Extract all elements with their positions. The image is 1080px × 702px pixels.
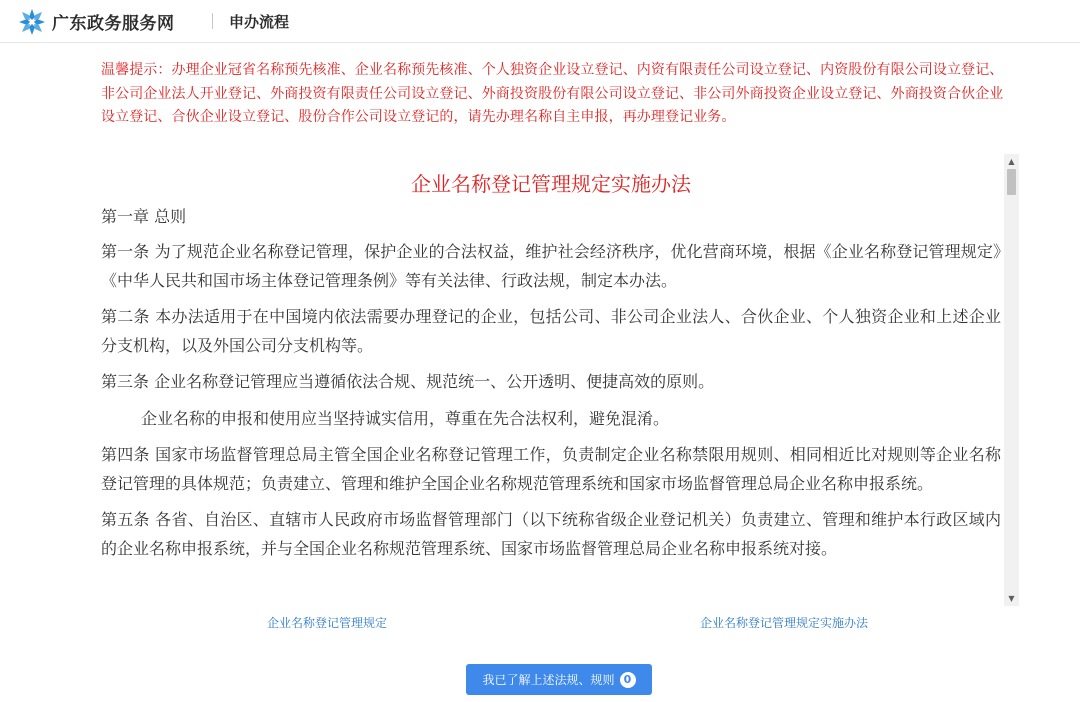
gd-gov-logo-icon[interactable] [18,8,46,36]
warm-notice: 温馨提示：办理企业冠省名称预先核准、企业名称预先核准、个人独资企业设立登记、内资有限责任公司设立登记、内资股份有限公司设立登记、非公司企业法人开业登记、外商投资有限责任公司设立登记、外商投资股份有限公司设立登记、非公司外商投资企业设立登记、外商投资合伙企业设立登记、合伙企业设立登记、股份合作公司设立登记的，请先办理名称自主申报，再办理登记业务。 [101,62,1004,125]
regulation-content [101,154,1001,563]
link-name-registration-regulation[interactable]: 企业名称登记管理规定 [267,616,388,630]
triangle-up-icon[interactable]: ▲ [1008,157,1015,166]
article-4: 第四条 国家市场监督管理总局主管全国企业名称登记管理工作，负责制定企业名称禁限用规则、相同相近比对规则等企业名称登记管理的具体规范；负责建立、管理和维护全国企业名称规范管理系统和国家市场监督管理总局企业名称申报系统。 [101,445,1001,493]
header-divider [212,13,213,29]
top-header [0,0,1080,43]
article-2: 第二条 本办法适用于在中国境内依法需要办理登记的企业，包括公司、非公司企业法人、合伙企业、个人独资企业和上述企业分支机构，以及外国公司分支机构等。 [101,307,1001,355]
regulation-title: 企业名称登记管理规定实施办法 [411,172,691,196]
acknowledge-button-label: 我已了解上述法规、规则 [482,673,615,687]
site-name[interactable]: 广东政务服务网 [52,14,175,34]
link-name-registration-implementation-measures[interactable]: 企业名称登记管理规定实施办法 [700,616,869,630]
article-3-paragraph-2: 企业名称的申报和使用应当坚持诚实信用，尊重在先合法权利，避免混淆。 [141,408,670,428]
chapter-heading: 第一章 总则 [101,207,187,226]
countdown-badge: 0 [620,672,636,688]
article-1: 第一条 为了规范企业名称登记管理，保护企业的合法权益，维护社会经济秩序，优化营商环境，根据《企业名称登记管理规定》《中华人民共和国市场主体登记管理条例》等有关法律、行政法规，制定本办法。 [101,242,1001,290]
scrollbar-thumb[interactable] [1007,169,1016,195]
regulation-scroll-panel[interactable] [101,154,1019,606]
article-3: 第三条 企业名称登记管理应当遵循依法合规、规范统一、公开透明、便捷高效的原则。 [101,372,715,391]
acknowledge-button[interactable] [466,664,652,695]
page-title: 申办流程 [229,13,290,31]
article-5: 第五条 各省、自治区、直辖市人民政府市场监督管理部门（以下统称省级企业登记机关）负责建立、管理和维护本行政区域内的企业名称申报系统，并与全国企业名称规范管理系统、国家市场监督管理总局企业名称申报系统对接。 [101,510,1001,558]
triangle-down-icon[interactable]: ▼ [1008,594,1015,603]
regulation-scrollbar[interactable] [1004,154,1019,606]
